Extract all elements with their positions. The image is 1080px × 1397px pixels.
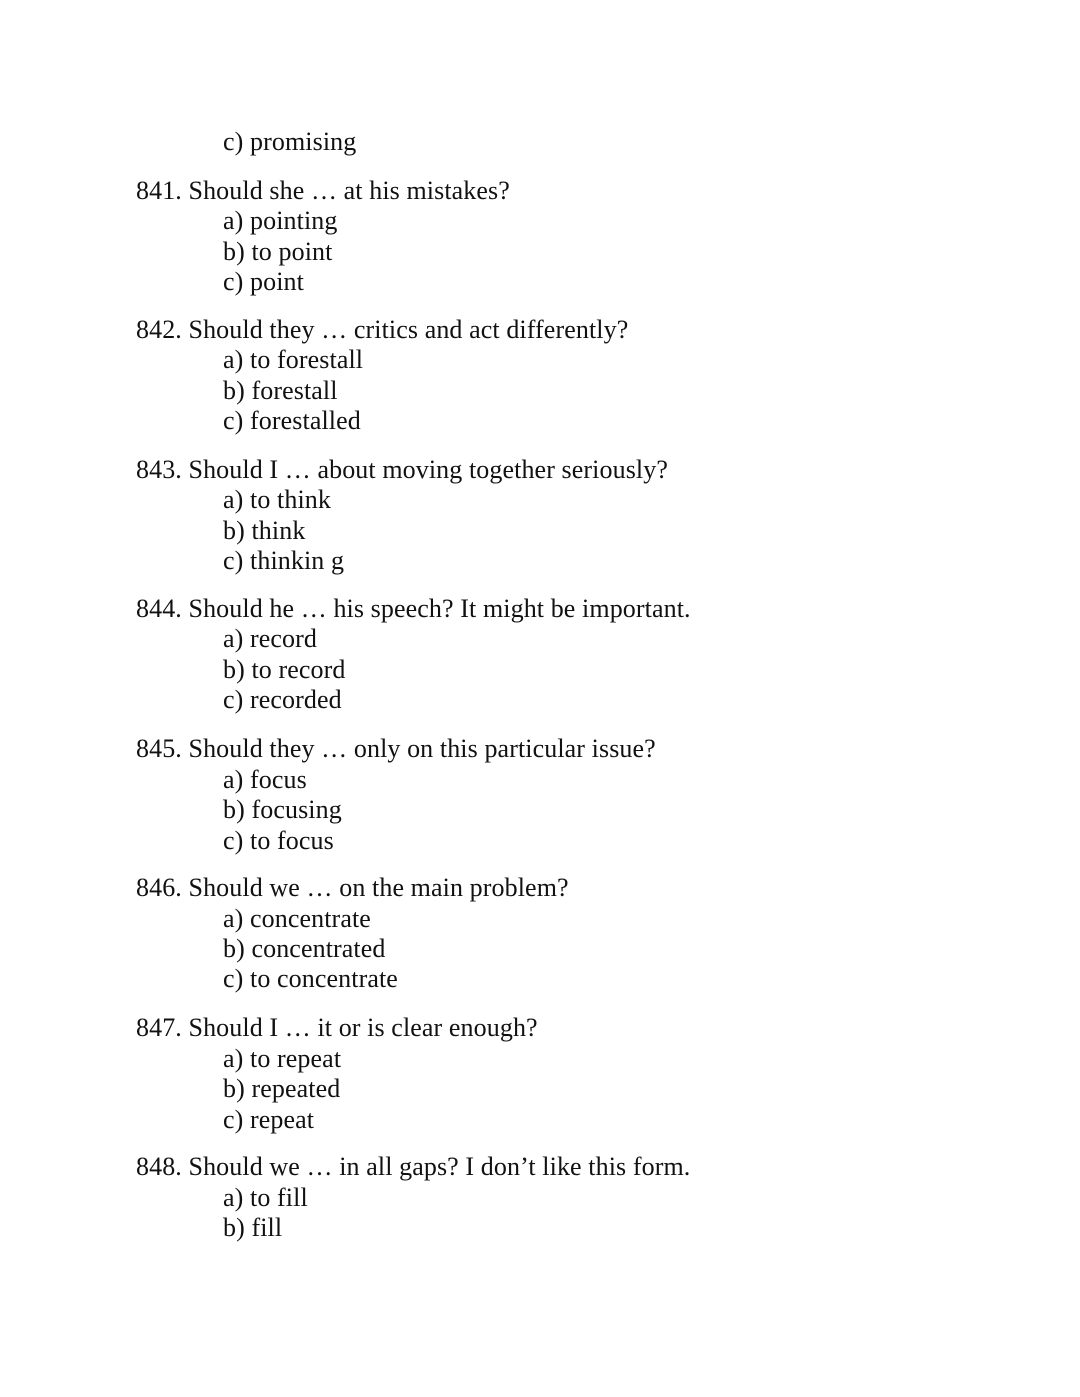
- question-heading: [136, 594, 691, 624]
- option-c: [223, 406, 361, 436]
- option-text: to record: [251, 655, 346, 684]
- option-letter: a): [223, 345, 244, 374]
- option-letter: a): [223, 904, 244, 933]
- option-letter: a): [223, 765, 244, 794]
- option-letter: c): [223, 826, 244, 855]
- option-text: to point: [251, 237, 333, 266]
- question-heading: [136, 1152, 690, 1182]
- question-stem: Should she … at his mistakes?: [188, 176, 510, 205]
- question-number: 843.: [136, 455, 182, 484]
- option-c: [223, 546, 344, 576]
- option-b: [223, 516, 305, 546]
- option-text: promising: [250, 127, 357, 156]
- option-a: [223, 904, 371, 934]
- option-letter: b): [223, 237, 245, 266]
- option-text: record: [250, 624, 318, 653]
- option-b: [223, 655, 346, 685]
- option-text: forestall: [251, 376, 338, 405]
- option-b: [223, 1213, 282, 1243]
- option-a: [223, 206, 338, 236]
- option-text: forestalled: [250, 406, 361, 435]
- option-text: focus: [250, 765, 307, 794]
- option-text: to concentrate: [250, 964, 398, 993]
- question-heading: [136, 315, 628, 345]
- question-number: 845.: [136, 734, 182, 763]
- option-text: to think: [250, 485, 331, 514]
- question-heading: [136, 455, 668, 485]
- option-letter: b): [223, 1213, 245, 1242]
- option-a: [223, 624, 317, 654]
- question-heading: [136, 873, 569, 903]
- option-letter: a): [223, 485, 244, 514]
- carryover-option: [223, 127, 356, 157]
- option-text: concentrate: [250, 904, 371, 933]
- option-letter: c): [223, 546, 244, 575]
- option-text: to forestall: [250, 345, 364, 374]
- option-c: [223, 685, 342, 715]
- option-letter: a): [223, 1044, 244, 1073]
- option-text: point: [250, 267, 304, 296]
- option-text: fill: [251, 1213, 283, 1242]
- question-number: 848.: [136, 1152, 182, 1181]
- option-letter: b): [223, 795, 245, 824]
- question-number: 842.: [136, 315, 182, 344]
- option-letter: b): [223, 655, 245, 684]
- question-number: 847.: [136, 1013, 182, 1042]
- option-text: think: [251, 516, 306, 545]
- question-stem: Should he … his speech? It might be important.: [188, 594, 691, 623]
- option-letter: a): [223, 206, 244, 235]
- option-b: [223, 1074, 340, 1104]
- question-stem: Should I … it or is clear enough?: [188, 1013, 538, 1042]
- question-heading: [136, 1013, 538, 1043]
- option-text: concentrated: [251, 934, 386, 963]
- option-letter: a): [223, 1183, 244, 1212]
- option-b: [223, 237, 332, 267]
- option-letter: b): [223, 376, 245, 405]
- question-stem: Should they … critics and act differently?: [188, 315, 629, 344]
- option-letter: c): [223, 964, 244, 993]
- option-letter: c): [223, 127, 244, 156]
- option-letter: a): [223, 624, 244, 653]
- option-b: [223, 795, 342, 825]
- option-b: [223, 376, 338, 406]
- option-letter: c): [223, 685, 244, 714]
- question-stem: Should they … only on this particular issue?: [188, 734, 656, 763]
- option-a: [223, 485, 331, 515]
- question-stem: Should we … on the main problem?: [188, 873, 569, 902]
- option-a: [223, 765, 307, 795]
- option-a: [223, 1183, 308, 1213]
- option-c: [223, 267, 304, 297]
- option-b: [223, 934, 385, 964]
- option-text: thinkin g: [250, 546, 345, 575]
- question-number: 846.: [136, 873, 182, 902]
- option-letter: c): [223, 1105, 244, 1134]
- question-number: 844.: [136, 594, 182, 623]
- question-heading: [136, 734, 656, 764]
- option-text: to repeat: [250, 1044, 342, 1073]
- option-a: [223, 1044, 341, 1074]
- option-letter: b): [223, 516, 245, 545]
- option-text: pointing: [250, 206, 338, 235]
- option-text: recorded: [250, 685, 342, 714]
- option-c: [223, 1105, 314, 1135]
- option-text: repeat: [250, 1105, 315, 1134]
- option-a: [223, 345, 363, 375]
- option-letter: b): [223, 934, 245, 963]
- option-letter: c): [223, 406, 244, 435]
- option-letter: c): [223, 267, 244, 296]
- option-text: repeated: [251, 1074, 341, 1103]
- option-text: to fill: [250, 1183, 308, 1212]
- option-letter: b): [223, 1074, 245, 1103]
- option-text: to focus: [250, 826, 334, 855]
- question-stem: Should I … about moving together seriously?: [188, 455, 668, 484]
- question-heading: [136, 176, 510, 206]
- option-c: [223, 826, 334, 856]
- question-number: 841.: [136, 176, 182, 205]
- question-stem: Should we … in all gaps? I don’t like this form.: [188, 1152, 691, 1181]
- option-c: [223, 964, 398, 994]
- option-text: focusing: [251, 795, 342, 824]
